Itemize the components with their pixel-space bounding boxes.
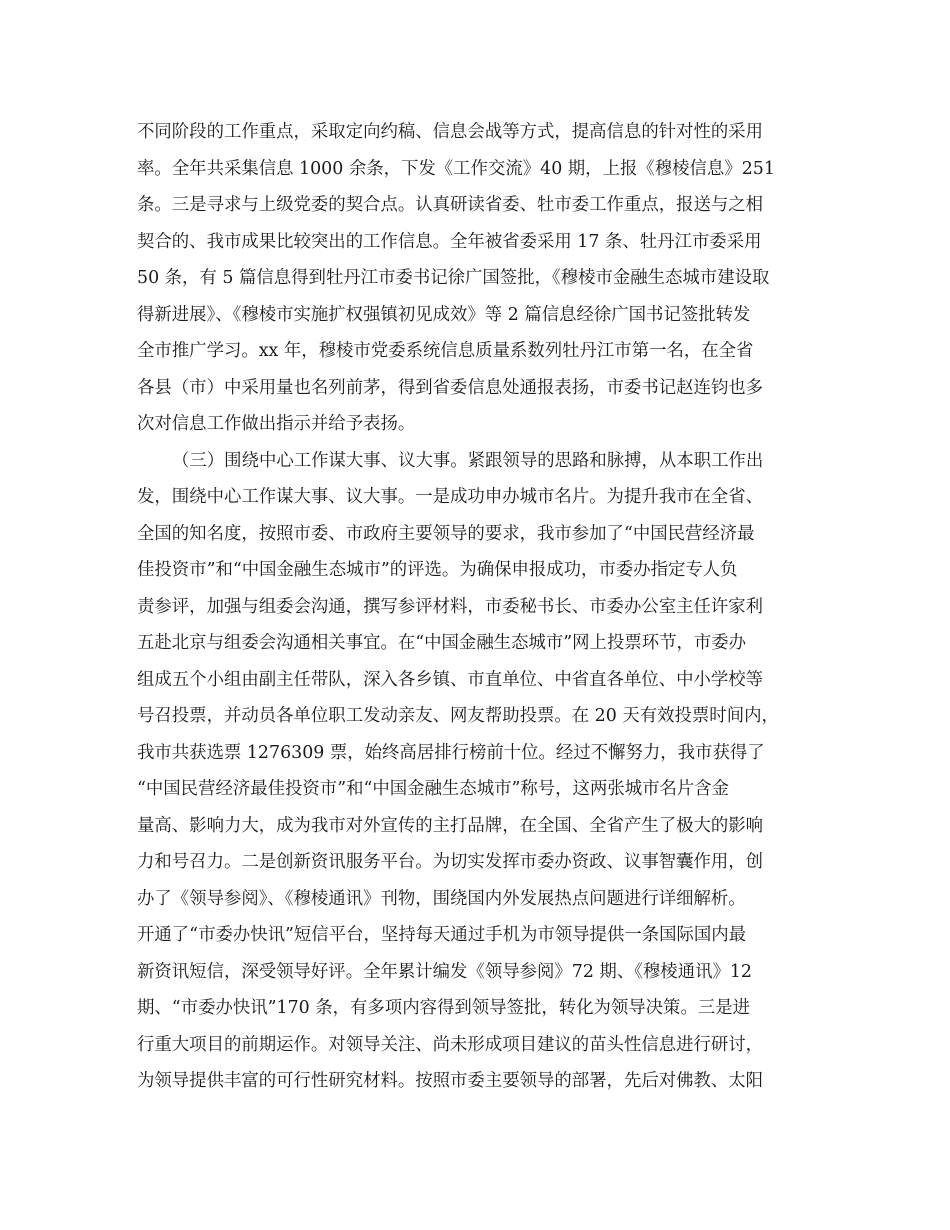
text-line: “中国民营经济最佳投资市”和“中国金融生态城市”称号，这两张城市名片含金	[137, 779, 730, 799]
text-line: 为领导提供丰富的可行性研究材料。按照市委主要领导的部署，先后对佛教、太阳	[137, 1071, 764, 1091]
text-line: 组成五个小组由副主任带队，深入各乡镇、市直单位、中省直各单位、中小学校等	[137, 669, 764, 690]
paragraph-start-line: （三）围绕中心工作谋大事、议大事。紧跟领导的思路和脉搏，从本职工作出	[172, 450, 764, 471]
text-line: 行重大项目的前期运作。对领导关注、尚未形成项目建议的苗头性信息进行研讨，	[137, 1034, 764, 1055]
text-line: 条。三是寻求与上级党委的契合点。认真研读省委、牡市委工作重点，报送与之相	[137, 195, 764, 215]
text-line: 量高、影响力大，成为我市对外宣传的主打品牌，在全国、全省产生了极大的影响	[137, 815, 764, 836]
text-line: 次对信息工作做出指示并给予表扬。	[137, 414, 416, 434]
text-line: 开通了“市委办快讯”短信平台，坚持每天通过手机为市领导提供一条国际国内最	[137, 925, 747, 945]
text-line: 得新进展》、《穆棱市实施扩权强镇初见成效》等 2 篇信息经徐广国书记签批转发	[137, 304, 751, 325]
text-line: 50 条，有 5 篇信息得到牡丹江市委书记徐广国签批，《穆棱市金融生态城市建设取	[137, 268, 770, 288]
text-line: 全国的知名度，按照市委、市政府主要领导的要求，我市参加了“中国民营经济最	[137, 523, 755, 544]
text-line: 责参评，加强与组委会沟通，撰写参评材料，市委秘书长、市委办公室主任许家利	[137, 596, 764, 617]
text-line: 契合的、我市成果比较突出的工作信息。全年被省委采用 17 条、牡丹江市委采用	[137, 231, 762, 252]
text-line: 号召投票，并动员各单位职工发动亲友、网友帮助投票。在 20 天有效投票时间内，	[137, 706, 779, 726]
text-line: 新资讯短信，深受领导好评。全年累计编发《领导参阅》72 期、《穆棱通讯》12	[137, 961, 752, 982]
body-text	[137, 114, 827, 1100]
text-line: 办了《领导参阅》、《穆棱通讯》刊物，围绕国内外发展热点问题进行详细解析。	[137, 888, 746, 909]
text-line: 各县（市）中采用量也名列前茅，得到省委信息处通报表扬，市委书记赵连钧也多	[137, 377, 764, 398]
text-line: 全市推广学习。xx 年，穆棱市党委系统信息质量系数列牡丹江市第一名，在全省	[137, 341, 754, 361]
text-line: 我市共获选票 1276309 票，始终高居排行榜前十位。经过不懈努力，我市获得了	[137, 742, 765, 763]
text-line: 发，围绕中心工作谋大事、议大事。一是成功申办城市名片。为提升我市在全省、	[137, 487, 764, 507]
text-line: 佳投资市”和“中国金融生态城市”的评选。为确保申报成功，市委办指定专人负	[137, 560, 738, 580]
text-line: 期、“市委办快讯”170 条，有多项内容得到领导签批，转化为领导决策。三是进	[137, 998, 751, 1018]
text-line: 力和号召力。二是创新资讯服务平台。为切实发挥市委办资政、议事智囊作用，创	[137, 852, 764, 872]
text-line: 率。全年共采集信息 1000 余条，下发《工作交流》40 期，上报《穆棱信息》251	[137, 158, 775, 179]
text-line: 不同阶段的工作重点，采取定向约稿、信息会战等方式，提高信息的针对性的采用	[137, 122, 764, 142]
text-line: 五赴北京与组委会沟通相关事宜。在“中国金融生态城市”网上投票环节，市委办	[137, 633, 747, 653]
